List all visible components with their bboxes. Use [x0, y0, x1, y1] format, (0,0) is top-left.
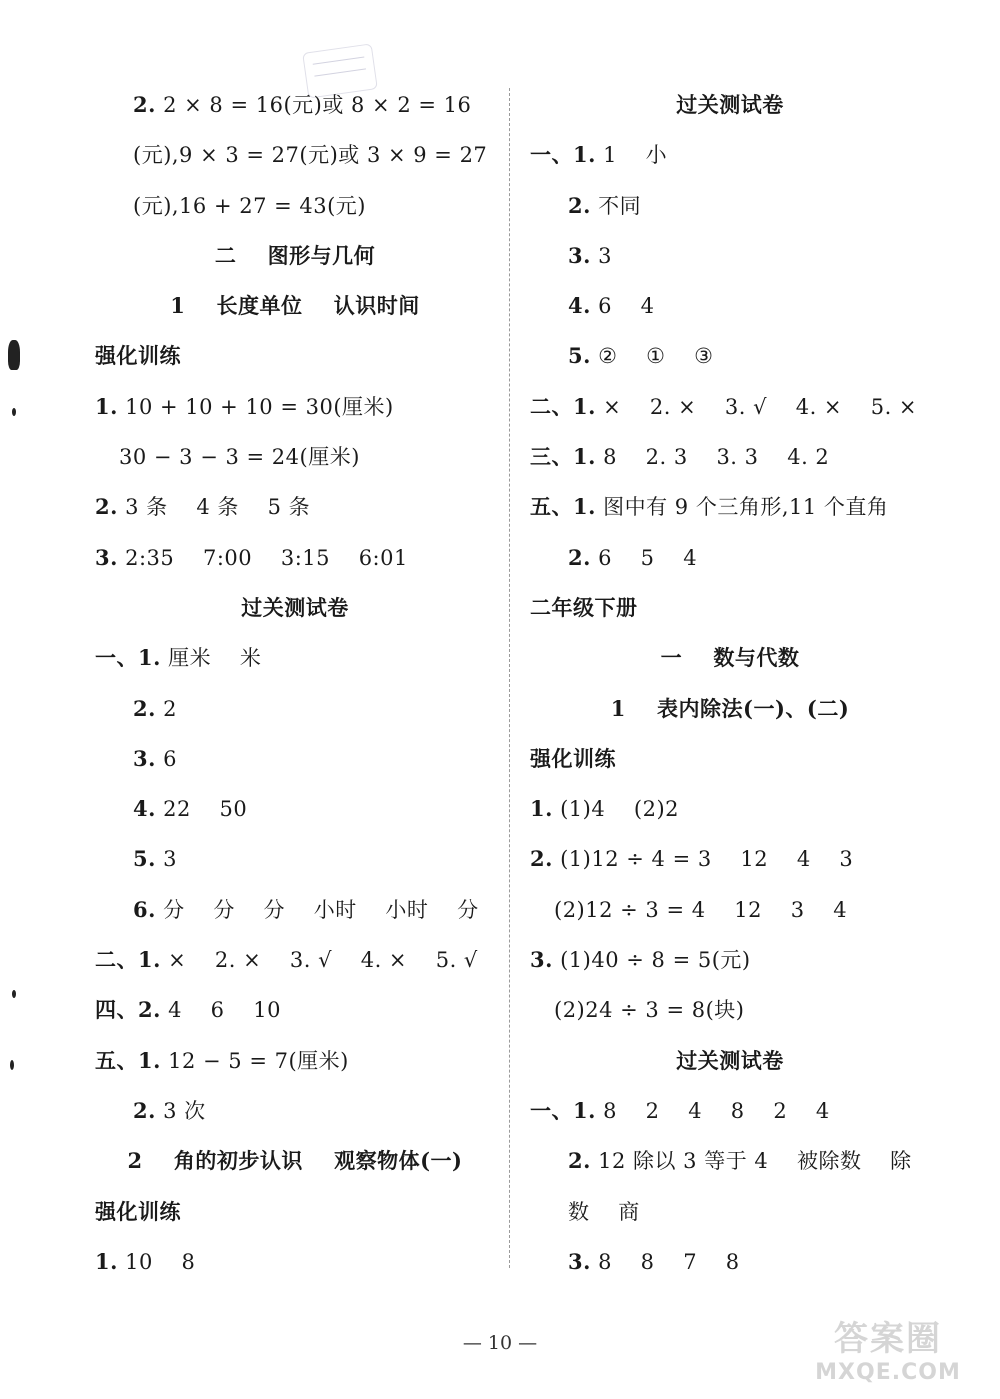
item-number: 2.: [568, 192, 591, 218]
item-number: 2.: [133, 1097, 156, 1123]
item-answer: 2: [155, 696, 177, 721]
item-number: 1.: [95, 393, 118, 419]
answer-line: 数 商: [568, 1199, 640, 1224]
answer-line: 过关测试卷: [676, 92, 784, 117]
answer-line: [530, 834, 930, 884]
item-number: 五、1.: [530, 494, 596, 520]
item-answer: 3: [155, 847, 177, 872]
answer-line: [530, 281, 930, 331]
item-answer: (1)12 ÷ 4 = 3 12 4 3: [552, 847, 854, 872]
answer-line: [530, 432, 930, 482]
item-number: 1.: [530, 796, 553, 822]
answer-line: 1 表内除法(一)、(二): [610, 695, 850, 721]
answer-line: 1 长度单位 认识时间: [170, 293, 420, 319]
item-answer: 10 + 10 + 10 = 30(厘米): [117, 394, 394, 419]
item-number: 4.: [568, 293, 591, 319]
margin-dot: [10, 1060, 14, 1070]
answer-line: [530, 231, 930, 281]
item-number: 2.: [530, 846, 553, 872]
item-answer: × 2. × 3. √ 4. × 5. √: [160, 948, 478, 973]
answer-line: [95, 885, 495, 935]
answer-line: 二年级下册: [530, 594, 638, 620]
item-answer: 3: [590, 243, 612, 268]
item-number: 二、1.: [95, 947, 161, 973]
answer-line: [95, 482, 495, 532]
item-number: 3.: [568, 1248, 591, 1274]
left-column: [95, 80, 495, 1287]
item-answer: 8 8 7 8: [590, 1249, 740, 1274]
answer-line: [95, 382, 495, 432]
item-number: 5.: [133, 846, 156, 872]
item-number: 一、1.: [530, 1097, 596, 1123]
item-number: 4.: [133, 796, 156, 822]
item-answer: (1)4 (2)2: [552, 797, 680, 822]
answer-line: (2)12 ÷ 3 = 4 12 3 4: [554, 897, 848, 922]
answer-line: [95, 834, 495, 884]
item-answer: 分 分 分 小时 小时 分: [155, 897, 479, 922]
item-answer: 6 5 4: [590, 545, 698, 570]
answer-line: [530, 1086, 930, 1136]
item-number: 五、1.: [95, 1047, 161, 1073]
margin-dot: [12, 408, 16, 416]
column-divider: [509, 88, 510, 1268]
answer-line: 二 图形与几何: [214, 242, 376, 268]
item-number: 2.: [568, 1148, 591, 1174]
item-number: 二、1.: [530, 393, 596, 419]
answer-line: [530, 1136, 930, 1186]
item-number: 三、1.: [530, 444, 596, 470]
answer-line: 2 角的初步认识 观察物体(一): [127, 1148, 463, 1174]
item-answer: 12 − 5 = 7(厘米): [160, 1048, 349, 1073]
answer-line: [530, 382, 930, 432]
watermark-bottom-text: MXQE.COM: [815, 1360, 961, 1385]
item-answer: 2 × 8 = 16(元)或 8 × 2 = 16: [155, 93, 472, 117]
item-number: 3.: [95, 544, 118, 570]
answer-line: 过关测试卷: [241, 594, 349, 620]
item-answer: 不同: [590, 193, 642, 218]
answer-line: 强化训练: [95, 1198, 181, 1224]
watermark-top-text: 答案圈: [834, 1319, 942, 1359]
item-answer: 2:35 7:00 3:15 6:01: [117, 545, 408, 570]
item-answer: (1)40 ÷ 8 = 5(元): [552, 948, 751, 973]
answer-line: (2)24 ÷ 3 = 8(块): [554, 998, 745, 1023]
item-answer: 3 条 4 条 5 条: [117, 495, 311, 520]
answer-line: [95, 684, 495, 734]
answer-line: [530, 935, 930, 985]
item-answer: 1 小: [595, 143, 668, 168]
answer-line: [530, 181, 930, 231]
answer-line: (元),9 × 3 = 27(元)或 3 × 9 = 27: [133, 143, 488, 168]
item-number: 一、1.: [95, 645, 161, 671]
item-number: 6.: [133, 896, 156, 922]
margin-ink-mark: [8, 340, 20, 370]
answer-line: [95, 1237, 495, 1287]
item-answer: 12 除以 3 等于 4 被除数 除: [590, 1149, 912, 1174]
answer-line: [530, 331, 930, 381]
answer-line: [95, 784, 495, 834]
answer-line: [95, 985, 495, 1035]
answer-line: (元),16 + 27 = 43(元): [133, 193, 367, 218]
answer-line: [530, 482, 930, 532]
answer-line: [530, 784, 930, 834]
answer-line: [530, 1237, 930, 1287]
item-number: 一、1.: [530, 142, 596, 168]
answer-line: [95, 533, 495, 583]
margin-dot: [12, 990, 16, 998]
item-number: 3.: [133, 745, 156, 771]
right-column: [530, 80, 930, 1287]
item-number: 2.: [568, 544, 591, 570]
item-answer: × 2. × 3. √ 4. × 5. ×: [595, 394, 918, 419]
answer-line: [95, 935, 495, 985]
item-answer: 3 次: [155, 1098, 206, 1123]
item-number: 2.: [133, 695, 156, 721]
answer-line: 强化训练: [530, 745, 616, 771]
item-answer: 22 50: [155, 797, 248, 822]
item-number: 2.: [133, 92, 156, 117]
item-number: 2.: [95, 494, 118, 520]
item-answer: ② ① ③: [590, 344, 714, 369]
item-answer: 4 6 10: [160, 998, 281, 1023]
item-answer: 6: [155, 746, 177, 771]
answer-line: 一 数与代数: [660, 645, 800, 671]
answer-line: [530, 130, 930, 180]
item-answer: 10 8: [117, 1249, 196, 1274]
item-number: 四、2.: [95, 997, 161, 1023]
answer-line: 强化训练: [95, 343, 181, 369]
item-number: 3.: [530, 947, 553, 973]
answer-line: 过关测试卷: [676, 1047, 784, 1073]
answer-line: [95, 734, 495, 784]
answer-line: [530, 533, 930, 583]
item-answer: 6 4: [590, 294, 655, 319]
item-answer: 8 2. 3 3. 3 4. 2: [595, 445, 830, 470]
answer-line: [95, 633, 495, 683]
item-answer: 图中有 9 个三角形,11 个直角: [595, 495, 889, 520]
item-answer: 厘米 米: [160, 646, 262, 671]
page-number: — 10 —: [462, 1332, 538, 1354]
answer-line: [95, 80, 495, 130]
item-number: 3.: [568, 242, 591, 268]
watermark-logo: [788, 1311, 988, 1391]
answer-line: [95, 1036, 495, 1086]
answer-line: 30 − 3 − 3 = 24(厘米): [119, 445, 360, 470]
answer-line: [95, 1086, 495, 1136]
item-answer: 8 2 4 8 2 4: [595, 1098, 830, 1123]
item-number: 1.: [95, 1248, 118, 1274]
item-number: 5.: [568, 343, 591, 369]
